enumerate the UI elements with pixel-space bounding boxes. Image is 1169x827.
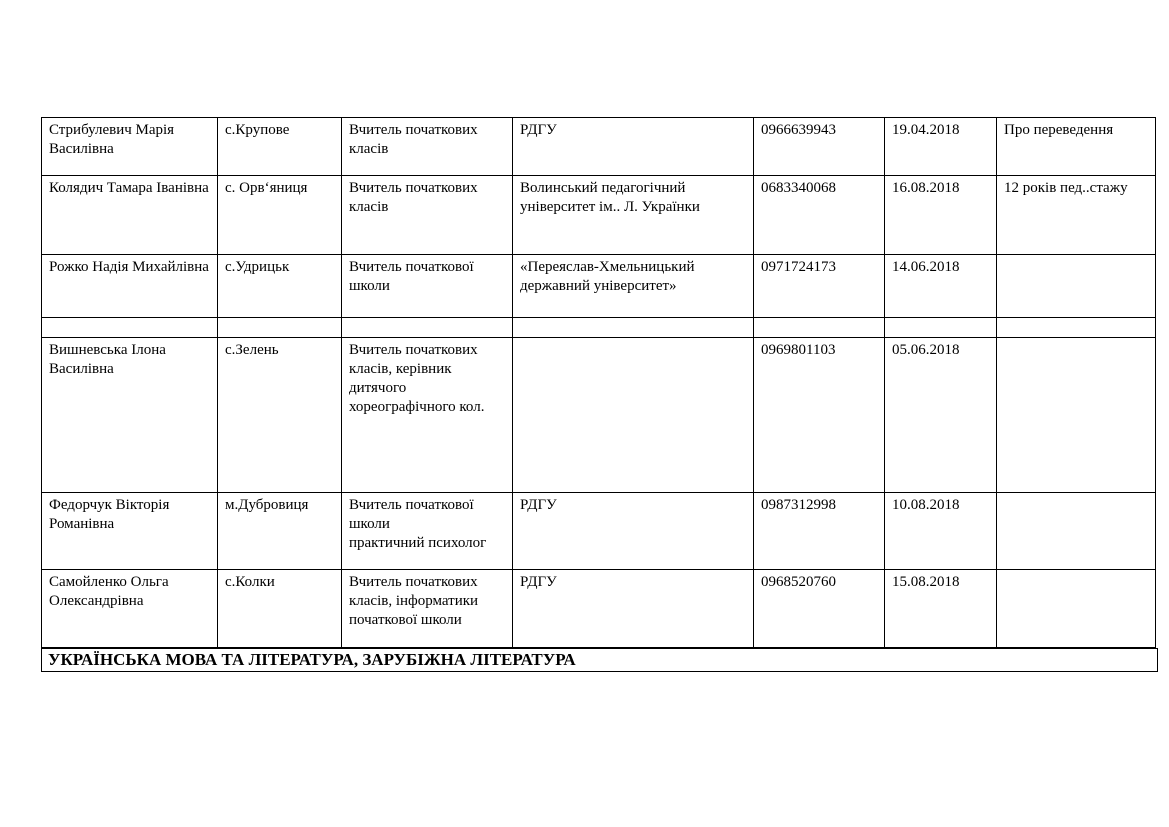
table-row-empty: [42, 318, 1156, 338]
teacher-village: с. Орв‘яниця: [218, 176, 342, 255]
teacher-name: [42, 318, 218, 338]
teacher-phone: 0969801103: [754, 338, 885, 493]
teacher-date: 05.06.2018: [885, 338, 997, 493]
teacher-position: [342, 318, 513, 338]
teacher-name: Колядич Тамара Іванівна: [42, 176, 218, 255]
teacher-note: [997, 338, 1156, 493]
teacher-position: Вчитель початкових класів: [342, 176, 513, 255]
table-row: [42, 176, 1156, 255]
teacher-date: 10.08.2018: [885, 493, 997, 570]
teacher-position: Вчитель початкових класів, керівник дитячого хореографічного кол.: [342, 338, 513, 493]
teacher-note: [997, 570, 1156, 648]
teacher-education: «Переяслав-Хмельницький державний університет»: [513, 255, 754, 318]
teacher-position: Вчитель початкових класів, інформатики початкової школи: [342, 570, 513, 648]
teacher-date: 19.04.2018: [885, 118, 997, 176]
teacher-education: РДГУ: [513, 570, 754, 648]
teacher-village: с.Колки: [218, 570, 342, 648]
table-row: [42, 255, 1156, 318]
teacher-village: с.Крупове: [218, 118, 342, 176]
teacher-note: 12 років пед..стажу: [997, 176, 1156, 255]
teacher-education: [513, 318, 754, 338]
teacher-village: [218, 318, 342, 338]
teacher-position: Вчитель початкової школи практичний психолог: [342, 493, 513, 570]
teacher-education: [513, 338, 754, 493]
teacher-education: РДГУ: [513, 493, 754, 570]
teacher-note: [997, 318, 1156, 338]
teacher-date: [885, 318, 997, 338]
teacher-phone: 0968520760: [754, 570, 885, 648]
teacher-village: с.Зелень: [218, 338, 342, 493]
teacher-position: Вчитель початкових класів: [342, 118, 513, 176]
section-heading: УКРАЇНСЬКА МОВА ТА ЛІТЕРАТУРА, ЗАРУБІЖНА ЛІТЕРАТУРА: [41, 648, 1158, 672]
teacher-position: Вчитель початкової школи: [342, 255, 513, 318]
teacher-name: Вишневська Ілона Василівна: [42, 338, 218, 493]
teacher-date: 15.08.2018: [885, 570, 997, 648]
teacher-education: Волинський педагогічний університет ім.. Л. Українки: [513, 176, 754, 255]
teacher-phone: 0966639943: [754, 118, 885, 176]
teacher-note: [997, 493, 1156, 570]
teacher-note: [997, 255, 1156, 318]
teacher-phone: 0987312998: [754, 493, 885, 570]
teacher-date: 16.08.2018: [885, 176, 997, 255]
teacher-phone: 0971724173: [754, 255, 885, 318]
teacher-date: 14.06.2018: [885, 255, 997, 318]
teacher-note: Про переведення: [997, 118, 1156, 176]
table-row: [42, 118, 1156, 176]
teacher-phone: [754, 318, 885, 338]
table-row: [42, 338, 1156, 493]
teacher-name: Федорчук Вікторія Романівна: [42, 493, 218, 570]
teacher-name: Рожко Надія Михайлівна: [42, 255, 218, 318]
teacher-village: м.Дубровиця: [218, 493, 342, 570]
teacher-phone: 0683340068: [754, 176, 885, 255]
teacher-education: РДГУ: [513, 118, 754, 176]
table-row: [42, 570, 1156, 648]
table-row: [42, 493, 1156, 570]
teacher-village: с.Удрицьк: [218, 255, 342, 318]
teacher-name: Самойленко Ольга Олександрівна: [42, 570, 218, 648]
teacher-name: Стрибулевич Марія Василівна: [42, 118, 218, 176]
teachers-table: [41, 117, 1156, 648]
